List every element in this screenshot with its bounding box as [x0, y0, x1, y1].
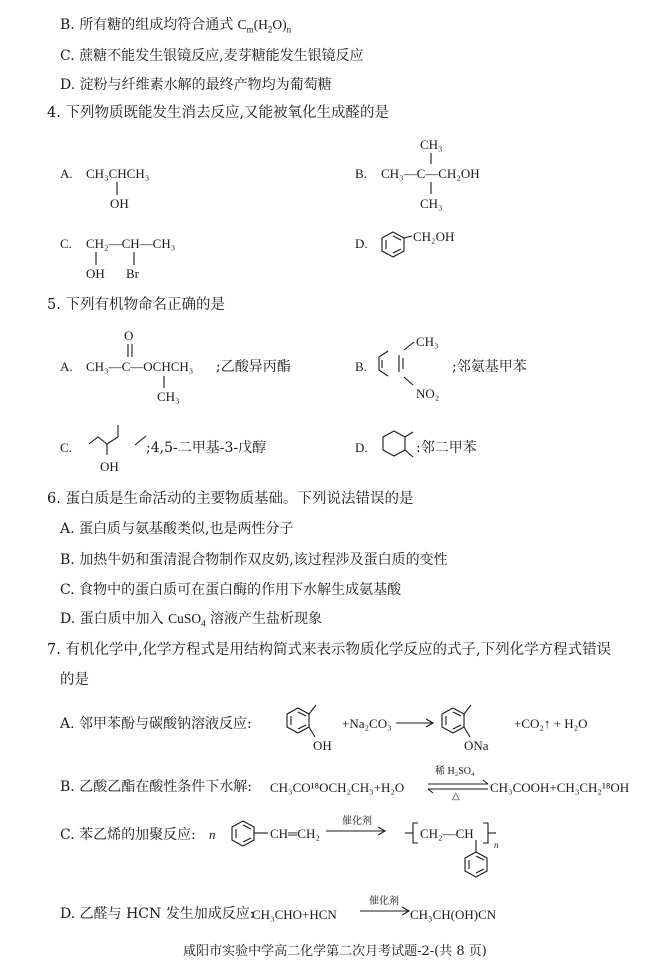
q5-d-label: D.: [355, 440, 368, 455]
q7-d-arrow: [0, 0, 1, 1]
q6-option-d: D. 蛋白质中加入 CuSO$_4$ 溶液产生盐析现象: [60, 611, 323, 629]
q4-b-top: CH₃: [420, 137, 443, 152]
q4-a-oh: OH: [110, 196, 129, 211]
q4-c-label: C.: [60, 236, 72, 251]
q7-a-oh: OH: [313, 738, 332, 753]
q7-c-label: C. 苯乙烯的加聚反应:: [60, 827, 196, 843]
q4-c-oh: OH: [86, 266, 105, 281]
cuso4-formula: CuSO$_4$: [168, 611, 206, 629]
q7-b-label: B. 乙酸乙酯在酸性条件下水解:: [60, 779, 252, 795]
q4-a-formula: CH₃CHCH₃: [86, 166, 150, 181]
q7-c-n: n: [209, 827, 216, 842]
q7-stem-line2: 的是: [60, 672, 89, 688]
q7-d-right: CH₃CH(OH)CN: [410, 907, 497, 922]
q5-a-label: A.: [60, 359, 73, 374]
q5-a-formula: CH₃—C—OCHCH₃: [86, 359, 194, 374]
q3-option-c: C. 蔗糖不能发生银镜反应,麦芽糖能发生银镜反应: [60, 48, 364, 64]
q5-b-ch3: CH₃: [416, 334, 439, 349]
q4-d-group: CH₂OH: [413, 229, 455, 244]
q4-b-formula: CH₃—C—CH₂OH: [381, 166, 480, 181]
q5-a-ch3: CH₃: [157, 389, 180, 404]
q5-stem: 5. 下列有机物命名正确的是: [47, 297, 225, 313]
q6-option-a: A. 蛋白质与氨基酸类似,也是两性分子: [60, 521, 294, 537]
q4-stem: 4. 下列物质既能发生消去反应,又能被氧化生成醛的是: [47, 105, 390, 121]
q4-c-formula: CH₂—CH—CH₃: [86, 236, 176, 251]
q5-a-name: ;乙酸异丙酯: [216, 359, 291, 375]
q7-a-reagent: +Na₂CO₃: [342, 716, 392, 731]
q5-d-name: :邻二甲苯: [416, 440, 477, 456]
q5-c-label: C.: [60, 440, 72, 455]
q7-c-subscript-n: n: [494, 840, 499, 850]
q7-b-left: CH₃CO¹⁸OCH₂CH₃+H₂O: [270, 780, 405, 795]
q4-d-label: D.: [355, 236, 368, 251]
q6-stem: 6. 蛋白质是生命活动的主要物质基础。下列说法错误的是: [47, 491, 414, 507]
q7-stem-line1: 7. 有机化学中,化学方程式是用结构简式来表示物质化学反应的式子,下列化学方程式错误: [47, 642, 612, 658]
q4-a-label: A.: [60, 166, 73, 181]
q5-c-oh: OH: [100, 459, 119, 474]
q7-c-vinyl: CH═CH₂: [270, 826, 320, 841]
q4-c-br: Br: [126, 266, 139, 281]
q7-a-ona: ONa: [464, 738, 489, 753]
q7-d-left: CH₃CHO+HCN: [252, 907, 337, 922]
q5-c-name: ;4,5-二甲基-3-戊醇: [146, 440, 267, 456]
q6-option-c: C. 食物中的蛋白质可在蛋白酶的作用下水解生成氨基酸: [60, 582, 402, 598]
q7-a-products: +CO₂↑ + H₂O: [514, 716, 588, 731]
q5-b-name: ;邻氨基甲苯: [452, 359, 527, 375]
q5-a-oxygen: O: [124, 328, 134, 343]
q3-option-d: D. 淀粉与纤维素水解的最终产物均为葡萄糖: [60, 77, 332, 93]
q7-d-condition: 催化剂: [369, 896, 399, 907]
q3-option-b: B. 所有糖的组成均符合通式 $C_m(H_2O)_n$: [60, 17, 292, 35]
q6-option-b: B. 加热牛奶和蛋清混合物制作双皮奶,该过程涉及蛋白质的变性: [60, 552, 448, 568]
q7-b-right: CH₃COOH+CH₃CH₂¹⁸OH: [490, 780, 630, 795]
general-formula: $C_m(H_2O)_n$: [237, 17, 292, 35]
q7-b-condition-top: 稀 H₂SO₄: [435, 766, 475, 777]
q7-c-condition: 催化剂: [342, 816, 372, 827]
q4-b-bottom: CH₃: [420, 196, 443, 211]
q4-b-label: B.: [355, 166, 367, 181]
q7-b-condition-bottom: △: [452, 791, 460, 802]
q7-a-label: A. 邻甲苯酚与碳酸钠溶液反应:: [60, 716, 252, 732]
q7-d-label: D. 乙醛与 HCN 发生加成反应:: [60, 906, 255, 922]
q5-b-no2: NO₂: [416, 386, 440, 401]
q7-c-polymer: CH₂—CH: [420, 826, 474, 841]
page-footer: 咸阳市实验中学高二化学第二次月考试题-2-(共 8 页): [183, 944, 487, 959]
q5-b-label: B.: [355, 359, 367, 374]
